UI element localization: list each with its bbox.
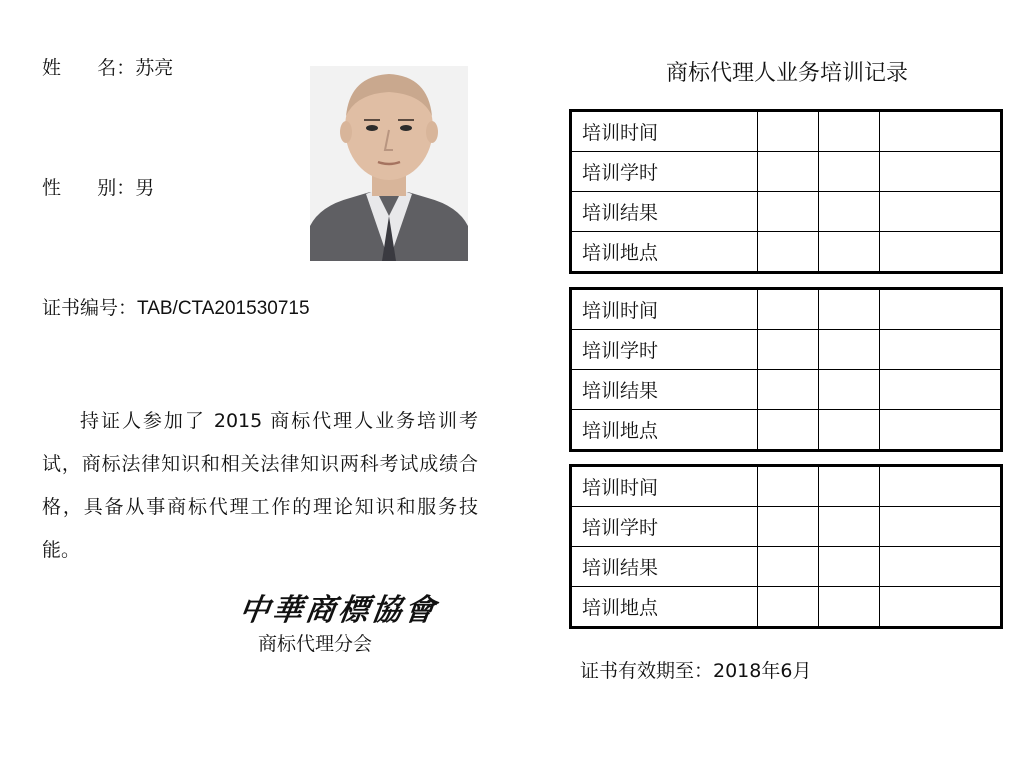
- table-row: [571, 111, 1002, 152]
- cert-number-row: [42, 296, 310, 321]
- empty-cell: [819, 192, 880, 232]
- portrait-illustration: [310, 66, 468, 261]
- empty-cell: [880, 466, 1002, 507]
- row-label: 培训学时: [571, 152, 758, 192]
- cert-number-value: TAB/CTA201530715: [137, 298, 310, 319]
- empty-cell: [880, 232, 1002, 273]
- gender-row: [42, 176, 154, 200]
- record-title: 商标代理人业务培训记录: [665, 61, 908, 86]
- table-row: [571, 466, 1002, 507]
- empty-cell: [819, 152, 880, 192]
- empty-cell: [758, 289, 819, 330]
- empty-cell: [880, 410, 1002, 451]
- empty-cell: [819, 232, 880, 273]
- gender-label: 性 别：: [42, 177, 136, 199]
- empty-cell: [819, 410, 880, 451]
- name-value: 苏亮: [135, 57, 174, 79]
- table-row: [571, 232, 1002, 273]
- empty-cell: [819, 111, 880, 152]
- table-row: [571, 547, 1002, 587]
- empty-cell: [819, 289, 880, 330]
- row-label: 培训时间: [571, 289, 758, 330]
- empty-cell: [819, 587, 880, 628]
- holder-photo: [310, 66, 468, 261]
- empty-cell: [819, 370, 880, 410]
- table-row: [571, 152, 1002, 192]
- row-label: 培训地点: [571, 410, 758, 451]
- table-row: [571, 370, 1002, 410]
- table-row: [571, 587, 1002, 628]
- empty-cell: [880, 289, 1002, 330]
- table-row: [571, 330, 1002, 370]
- empty-cell: [819, 330, 880, 370]
- row-label: 培训时间: [571, 111, 758, 152]
- table-row: [571, 410, 1002, 451]
- empty-cell: [758, 410, 819, 451]
- table-row: [571, 507, 1002, 547]
- training-record-table: [569, 464, 1003, 629]
- empty-cell: [880, 370, 1002, 410]
- row-label: 培训学时: [571, 330, 758, 370]
- row-label: 培训结果: [571, 547, 758, 587]
- empty-cell: [880, 111, 1002, 152]
- empty-cell: [758, 330, 819, 370]
- table-row: [571, 289, 1002, 330]
- row-label: 培训学时: [571, 507, 758, 547]
- validity-date: 证书有效期至：2018年6月: [580, 660, 812, 682]
- table-row: [571, 192, 1002, 232]
- training-record-table: [569, 287, 1003, 452]
- training-record-table: [569, 109, 1003, 274]
- row-label: 培训结果: [571, 370, 758, 410]
- empty-cell: [880, 547, 1002, 587]
- gender-value: 男: [135, 177, 155, 199]
- empty-cell: [819, 466, 880, 507]
- empty-cell: [880, 330, 1002, 370]
- empty-cell: [819, 547, 880, 587]
- certification-statement: 持证人参加了 2015 商标代理人业务培训考试，商标法律知识和相关法律知识两科考试成绩合格，具备从事商标代理工作的理论知识和服务技能。: [42, 410, 478, 561]
- empty-cell: [758, 111, 819, 152]
- empty-cell: [758, 547, 819, 587]
- empty-cell: [758, 232, 819, 273]
- cert-number-label: 证书编号：: [42, 297, 138, 319]
- issuer-branch: 商标代理分会: [258, 633, 373, 655]
- empty-cell: [758, 507, 819, 547]
- empty-cell: [880, 507, 1002, 547]
- empty-cell: [880, 152, 1002, 192]
- empty-cell: [758, 192, 819, 232]
- row-label: 培训时间: [571, 466, 758, 507]
- row-label: 培训地点: [571, 232, 758, 273]
- empty-cell: [758, 466, 819, 507]
- empty-cell: [880, 587, 1002, 628]
- name-row: [42, 56, 173, 80]
- empty-cell: [880, 192, 1002, 232]
- association-seal: 中華商標協會: [237, 593, 440, 628]
- empty-cell: [758, 370, 819, 410]
- row-label: 培训地点: [571, 587, 758, 628]
- name-label: 姓 名：: [42, 57, 136, 79]
- empty-cell: [819, 507, 880, 547]
- row-label: 培训结果: [571, 192, 758, 232]
- empty-cell: [758, 587, 819, 628]
- empty-cell: [758, 152, 819, 192]
